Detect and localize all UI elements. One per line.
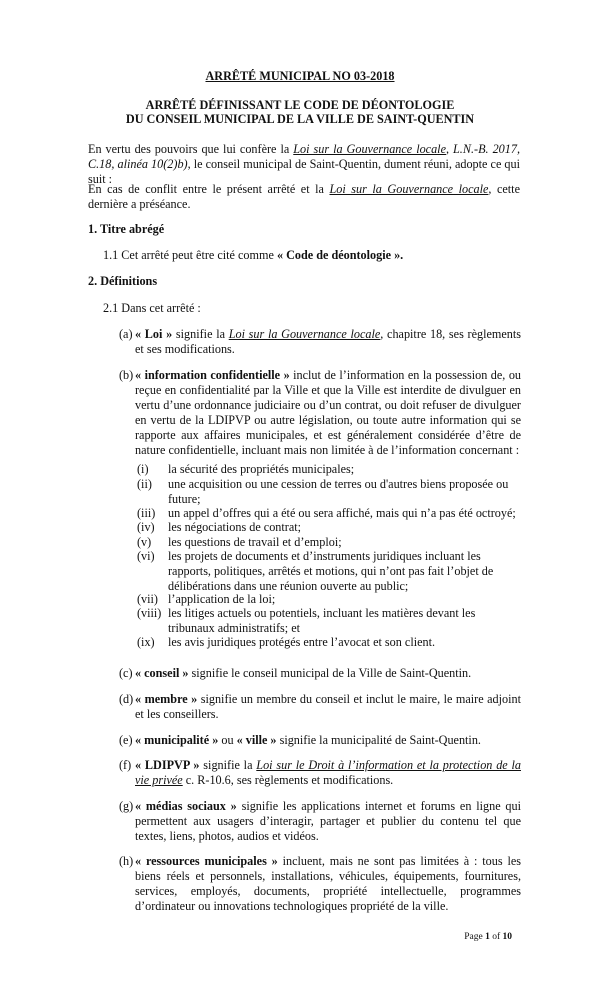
law-reference: Loi sur la Gouvernance locale <box>228 327 381 341</box>
definition-h: (h) « ressources municipales » incluent, mais ne sont pas limitées à : tous les biens réels et personnels, installations, véhicules, équipements, fournitures, services, employés, documents, propriété intellectuelle, programmes d’ordinateur ou innovations technologiques propriété de la ville. <box>119 854 521 913</box>
list-item: (ii) une acquisition ou une cession de terres ou d'autres biens proposée ou future; <box>137 477 509 506</box>
document-title: ARRÊTÉ MUNICIPAL NO 03-2018 <box>205 69 395 83</box>
section-2-heading: 2. Définitions <box>88 274 158 288</box>
document-subtitle-line2: DU CONSEIL MUNICIPAL DE LA VILLE DE SAINT-QUENTIN <box>125 112 475 126</box>
page-number: Page 1 of 10 <box>464 932 512 942</box>
list-item: (v) les questions de travail et d’emploi; <box>137 535 342 549</box>
list-item: (iii) un appel d’offres qui a été ou sera affiché, mais qui n’a pas été octroyé; <box>137 506 516 520</box>
definition-b: (b) « information confidentielle » inclut de l’information en la possession de, ou reçue en confidentialité par la Ville et que la Ville est interdite de divulguer en vertu d’une ordonnance judiciaire ou d’un contrat, ou doit refuser de divulguer en vertu de la LDIPVP ou autre législation, ou toute autre information qui se rapporte aux affaires municipales, et est généralement considérée d’être de nature confidentielle, incluant mais non limitée à de l’information concernant : <box>119 368 522 457</box>
preamble-paragraph-1: En vertu des pouvoirs que lui confère la Loi sur la Gouvernance locale, L.N.-B. 2017, C.18, alinéa 10(2)b), le conseil municipal de Saint-Quentin, dument réuni, adopte ce qui suit : <box>88 142 521 186</box>
list-item: (ix) les avis juridiques protégés entre l’avocat et son client. <box>137 635 436 649</box>
list-item: (viii) les litiges actuels ou potentiels, incluant les matières devant les tribunaux administratifs; et <box>137 606 476 635</box>
definition-e: (e) « municipalité » ou « ville » signifie la municipalité de Saint-Quentin. <box>119 733 481 747</box>
definition-g: (g) « médias sociaux » signifie les applications internet et forums en ligne qui permettent aux usagers d’interagir, partager et publier du contenu tel que textes, liens, photos, audios et vidéos. <box>119 799 521 843</box>
preamble-paragraph-2: En cas de conflit entre le présent arrêté et la Loi sur la Gouvernance locale, cette dernière a préséance. <box>88 182 520 211</box>
definition-c: (c) « conseil » signifie le conseil municipal de la Ville de Saint-Quentin. <box>119 666 472 680</box>
section-1-1: 1.1 Cet arrêté peut être cité comme « Code de déontologie ». <box>103 248 404 262</box>
definition-a: (a) « Loi » signifie la Loi sur la Gouvernance locale, chapitre 18, ses règlements et ses modifications. <box>119 327 522 356</box>
law-reference: Loi sur le Droit à l’information et la protection de la vie privée <box>135 758 521 787</box>
list-item: (vi) les projets de documents et d’instruments juridiques incluant les rapports, politiques, arrêtés et motions, qui n’ont pas fait l’objet de délibérations dans une réunion ouverte au public; <box>137 549 494 593</box>
list-item: (i) la sécurité des propriétés municipales; <box>137 462 355 476</box>
law-reference: Loi sur la Gouvernance locale <box>329 182 489 196</box>
document-subtitle-line1: ARRÊTÉ DÉFINISSANT LE CODE DE DÉONTOLOGIE <box>145 98 455 112</box>
list-item: (iv) les négociations de contrat; <box>137 520 302 534</box>
law-reference: Loi sur la Gouvernance locale <box>293 142 446 156</box>
section-1-heading: 1. Titre abrégé <box>88 222 165 236</box>
definition-f: (f) « LDIPVP » signifie la Loi sur le Droit à l’information et la protection de la vie privée c. R-10.6, ses règlements et modifications. <box>119 758 521 787</box>
section-2-1-intro: 2.1 Dans cet arrêté : <box>103 301 201 315</box>
list-item: (vii) l’application de la loi; <box>137 592 276 606</box>
definition-d: (d) « membre » signifie un membre du conseil et inclut le maire, le maire adjoint et les conseillers. <box>119 692 521 721</box>
